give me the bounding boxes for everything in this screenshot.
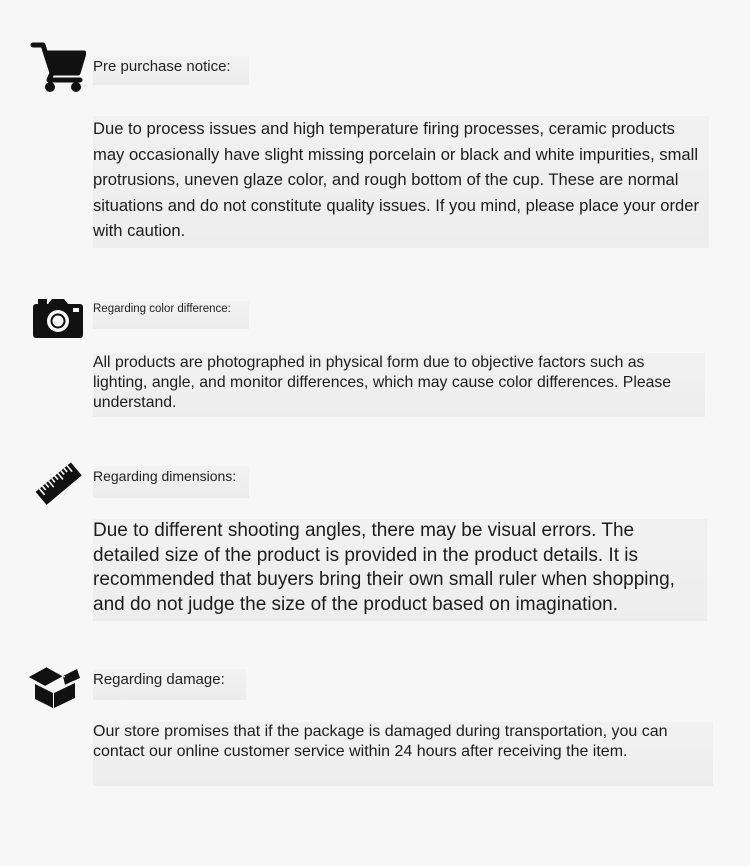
section-body: Due to process issues and high temperature firing processes, ceramic products may occasionally have slight missing porcelain or black and white impurities, small protrusions, uneven glaze color, and rough bottom of the cup. These are normal situations and do not constitute quality issues. If you mind, please place your order with caution. <box>93 116 709 248</box>
section-title: Regarding damage: <box>93 669 246 700</box>
section-body: Due to different shooting angles, there may be visual errors. The detailed size of the product is provided in the product details. It is recommended that buyers bring their own small ruler when shopping, and do not judge the size of the product based on imagination. <box>93 519 707 621</box>
section-title: Regarding dimensions: <box>93 466 249 498</box>
section-title: Pre purchase notice: <box>93 56 249 85</box>
shopping-cart-icon <box>30 40 86 94</box>
box-icon <box>27 663 81 709</box>
ruler-icon <box>34 460 84 508</box>
section-body: All products are photographed in physical form due to objective factors such as lighting, angle, and monitor differences, which may cause color differences. Please understand. <box>93 353 705 417</box>
section-title: Regarding color difference: <box>93 301 249 329</box>
section-body: Our store promises that if the package is damaged during transportation, you can contact our online customer service within 24 hours after receiving the item. <box>93 722 713 786</box>
camera-icon <box>32 297 84 339</box>
